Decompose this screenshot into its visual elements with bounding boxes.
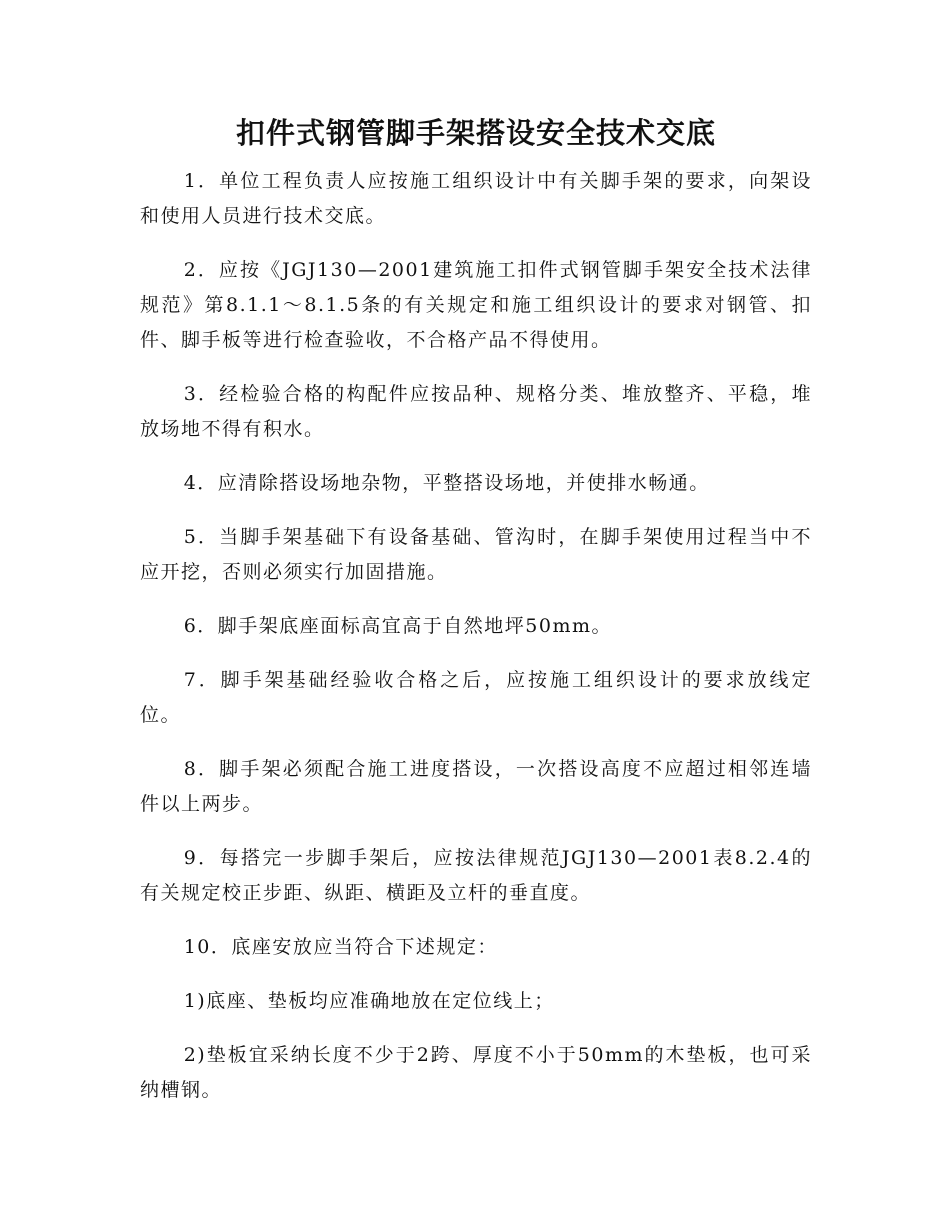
- paragraph-10: 10．底座安放应当符合下述规定：: [183, 936, 498, 958]
- paragraph-1: 1．单位工程负责人应按施工组织设计中有关脚手架的要求，向架设和使用人员进行技术交底。: [140, 170, 812, 227]
- paragraph-2: 2．应按《JGJ130—2001建筑施工扣件式钢管脚手架安全技术法律规范》第8.1.1～8.1.5条的有关规定和施工组织设计的要求对钢管、扣件、脚手板等进行检查验收，不合格产品不得使用。: [140, 259, 812, 351]
- paragraph-9: 9．每搭完一步脚手架后，应按法律规范JGJ130—2001表8.2.4的有关规定校正步距、纵距、横距及立杆的垂直度。: [140, 847, 812, 904]
- sub-item-2: 2)垫板宜采纳长度不少于2跨、厚度不小于50mm的木垫板，也可采纳槽钢。: [140, 1044, 812, 1101]
- paragraph-3: 3．经检验合格的构配件应按品种、规格分类、堆放整齐、平稳，堆放场地不得有积水。: [140, 383, 812, 440]
- paragraph-8: 8．脚手架必须配合施工进度搭设，一次搭设高度不应超过相邻连墙件以上两步。: [140, 758, 812, 815]
- paragraph-4: 4．应清除搭设场地杂物，平整搭设场地，并使排水畅通。: [183, 472, 710, 494]
- paragraph-5: 5．当脚手架基础下有设备基础、管沟时，在脚手架使用过程当中不应开挖，否则必须实行加固措施。: [140, 526, 812, 583]
- paragraph-6: 6．脚手架底座面标高宜高于自然地坪50mm。: [183, 615, 612, 637]
- paragraph-7: 7．脚手架基础经验收合格之后，应按施工组织设计的要求放线定位。: [140, 669, 812, 726]
- sub-item-1: 1)底座、垫板均应准确地放在定位线上；: [183, 990, 555, 1012]
- document-title: 扣件式钢管脚手架搭设安全技术交底: [235, 116, 716, 150]
